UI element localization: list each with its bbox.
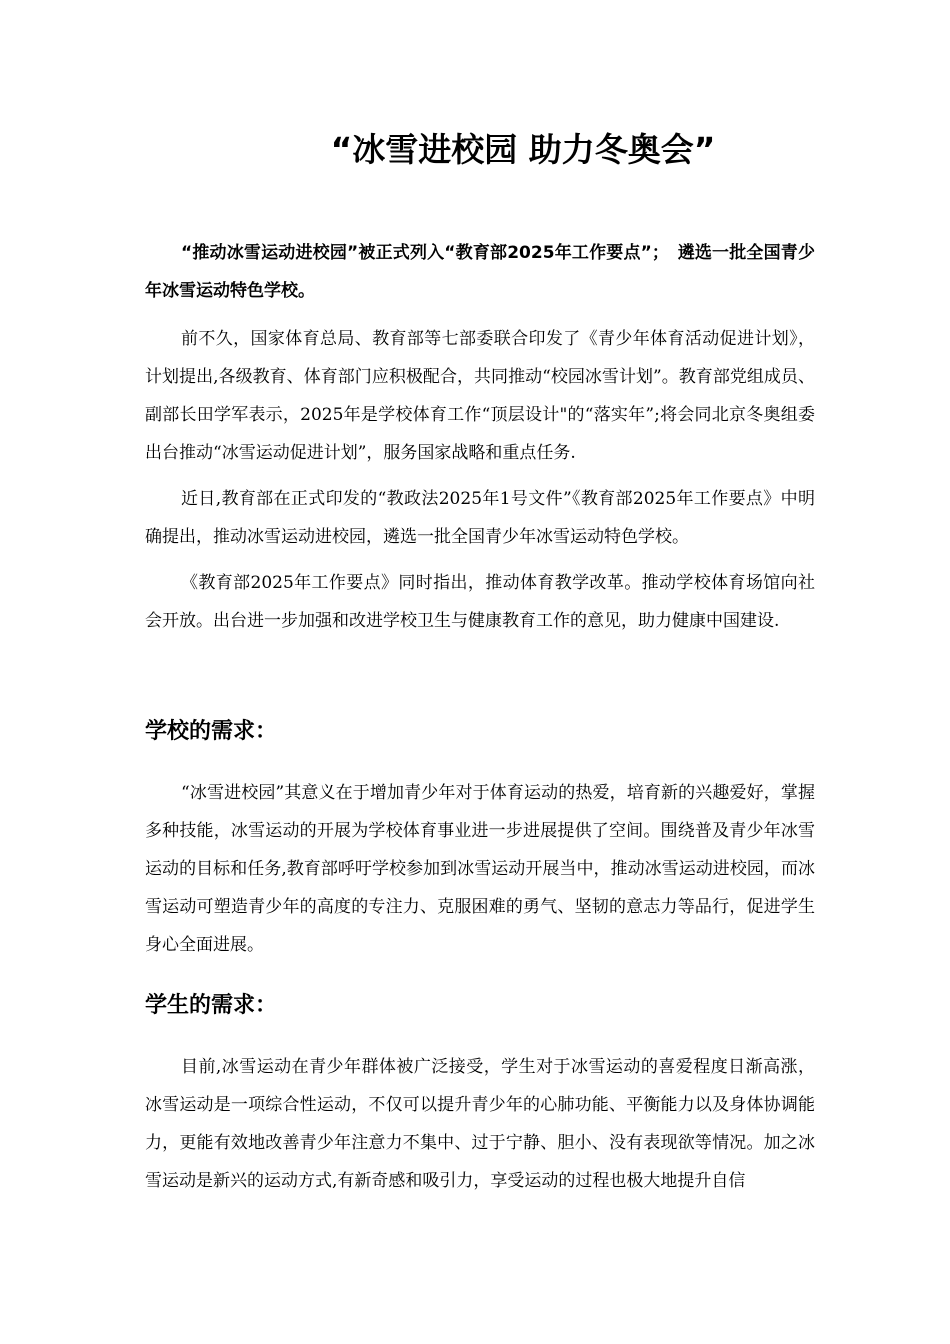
body-paragraph: 近日,教育部在正式印发的“教政法2025年1号文件”《教育部2025年工作要点》中明确提出，推动冰雪运动进校园，遴选一批全国青少年冰雪运动特色学校。: [145, 489, 815, 547]
intro-paragraph: “推动冰雪运动进校园”被正式列入“教育部2025年工作要点”； 遴选一批全国青少年冰雪运动特色学校。: [145, 243, 815, 301]
section-body-student-needs: 目前,冰雪运动在青少年群体被广泛接受，学生对于冰雪运动的喜爱程度日渐高涨，冰雪运动是一项综合性运动，不仅可以提升青少年的心肺功能、平衡能力以及身体协调能力，更能有效地改善青少年注意力不集中、过于宁静、胆小、没有表现欲等情况。加之冰雪运动是新兴的运动方式,有新奇感和吸引力，享受运动的过程也极大地提升自信: [145, 1057, 815, 1191]
body-paragraph: 《教育部2025年工作要点》同时指出，推动体育教学改革。推动学校体育场馆向社会开放。出台进一步加强和改进学校卫生与健康教育工作的意见，助力健康中国建设.: [145, 573, 815, 631]
section-body-school-needs: “冰雪进校园”其意义在于增加青少年对于体育运动的热爱，培育新的兴趣爱好，掌握多种技能，冰雪运动的开展为学校体育事业进一步进展提供了空间。围绕普及青少年冰雪运动的目标和任务,教育部呼吁学校参加到冰雪运动开展当中，推动冰雪运动进校园，而冰雪运动可塑造青少年的高度的专注力、克服困难的勇气、坚韧的意志力等品行，促进学生身心全面进展。: [145, 783, 815, 955]
document-title: “冰雪进校园 助力冬奥会”: [330, 130, 716, 169]
section-heading-school-needs: 学校的需求：: [145, 719, 278, 744]
body-paragraph: 前不久，国家体育总局、教育部等七部委联合印发了《青少年体育活动促进计划》，计划提出,各级教育、体育部门应积极配合，共同推动“校园冰雪计划”。教育部党组成员、副部长田学军表示，2025年是学校体育工作“顶层设计"的“落实年”;将会同北京冬奥组委出台推动“冰雪运动促进计划”，服务国家战略和重点任务.: [145, 329, 815, 463]
section-heading-student-needs: 学生的需求：: [145, 993, 278, 1018]
